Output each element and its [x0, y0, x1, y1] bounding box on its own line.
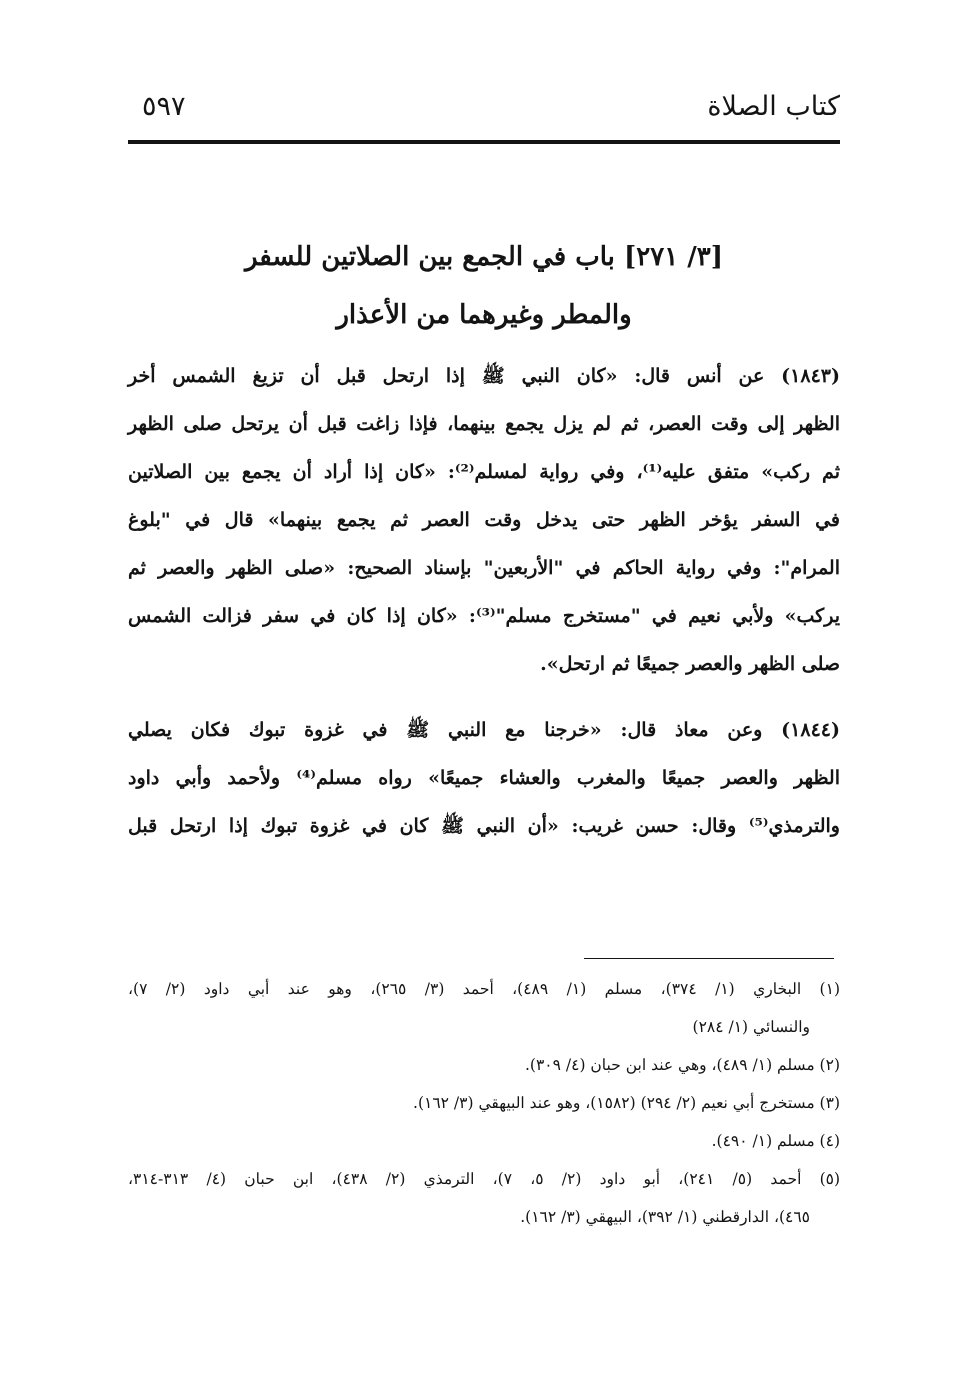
- footnote-line: والنسائي (١/ ٢٨٤): [692, 1018, 810, 1036]
- chapter-heading-line: والمطر وغيرهما من الأعذار: [336, 300, 632, 330]
- footnote-item: [128, 1084, 840, 1122]
- body-text: [128, 352, 840, 850]
- header-rule: [128, 140, 840, 144]
- footnote-line: (١) البخاري (١/ ٣٧٤)، مسلم (١/ ٤٨٩)، أحمد (٣/ ٢٦٥)، وهو عند أبي داود (٢/ ٧)،: [128, 980, 840, 998]
- text-line: والترمذي⁽⁵⁾ وقال: حسن غريب: «أن النبي ﷺ كان في غزوة تبوك إذا ارتحل قبل: [128, 815, 840, 837]
- text-line: يركب» ولأبي نعيم في "مستخرج مسلم"⁽³⁾: «كان إذا كان في سفر فزالت الشمس: [128, 605, 840, 627]
- text-line: (١٨٤٣) عن أنس قال: «كان النبي ﷺ إذا ارتحل قبل أن تزيغ الشمس أخر: [128, 365, 840, 387]
- footnote-line: ٤٦٥)، الدارقطني (١/ ٣٩٢)، البيهقي (٣/ ١٦٢).: [520, 1208, 810, 1226]
- text-line: صلى الظهر والعصر جميعًا ثم ارتحل».: [540, 653, 840, 675]
- chapter-heading: [128, 228, 840, 344]
- footnotes: [128, 970, 840, 1236]
- footnote-item: [128, 970, 840, 1046]
- footnote-line: (٢) مسلم (١/ ٤٨٩)، وهي عند ابن حبان (٤/ ٣٠٩).: [525, 1056, 840, 1074]
- chapter-heading-line: [٣/ ٢٧١] باب في الجمع بين الصلاتين للسفر: [244, 242, 724, 272]
- text-line: الظهر والعصر جميعًا والمغرب والعشاء جميعًا» رواه مسلم⁽⁴⁾ ولأحمد وأبي داود: [128, 767, 841, 789]
- footnote-line: (٣) مستخرج أبي نعيم (٢/ ٢٩٤) (١٥٨٢)، وهو عند البيهقي (٣/ ١٦٢).: [413, 1094, 840, 1112]
- footnote-line: (٥) أحمد (٥/ ٢٤١)، أبو داود (٢/ ٥، ٧)، الترمذي (٢/ ٤٣٨)، ابن حبان (٤/ ٣١٣-٣١٤،: [128, 1170, 841, 1188]
- footnote-item: [128, 1160, 840, 1236]
- hadith-paragraph: [128, 706, 840, 850]
- paragraph-gap: [128, 688, 840, 706]
- page-number: ٥٩٧: [142, 91, 186, 122]
- book-title: كتاب الصلاة: [707, 91, 840, 122]
- hadith-paragraph: [128, 352, 840, 688]
- running-header: [128, 86, 840, 134]
- text-line: (١٨٤٤) وعن معاذ قال: «خرجنا مع النبي ﷺ في غزوة تبوك فكان يصلي: [128, 719, 840, 741]
- footnote-separator: [584, 958, 834, 959]
- footnote-item: [128, 1046, 840, 1084]
- text-line: المرام": وفي رواية الحاكم في "الأربعين" بإسناد الصحيح: «صلى الظهر والعصر ثم: [128, 557, 840, 579]
- footnote-item: [128, 1122, 840, 1160]
- text-line: ثم ركب» متفق عليه⁽¹⁾، وفي رواية لمسلم⁽²⁾: «كان إذا أراد أن يجمع بين الصلاتين: [128, 461, 840, 483]
- footnote-line: (٤) مسلم (١/ ٤٩٠).: [711, 1132, 840, 1150]
- text-line: في السفر يؤخر الظهر حتى يدخل وقت العصر ثم يجمع بينهما» قال في "بلوغ: [128, 509, 840, 531]
- text-line: الظهر إلى وقت العصر، ثم لم يزل يجمع بينهما، فإذا زاغت قبل أن يرتحل صلى الظهر: [128, 413, 840, 435]
